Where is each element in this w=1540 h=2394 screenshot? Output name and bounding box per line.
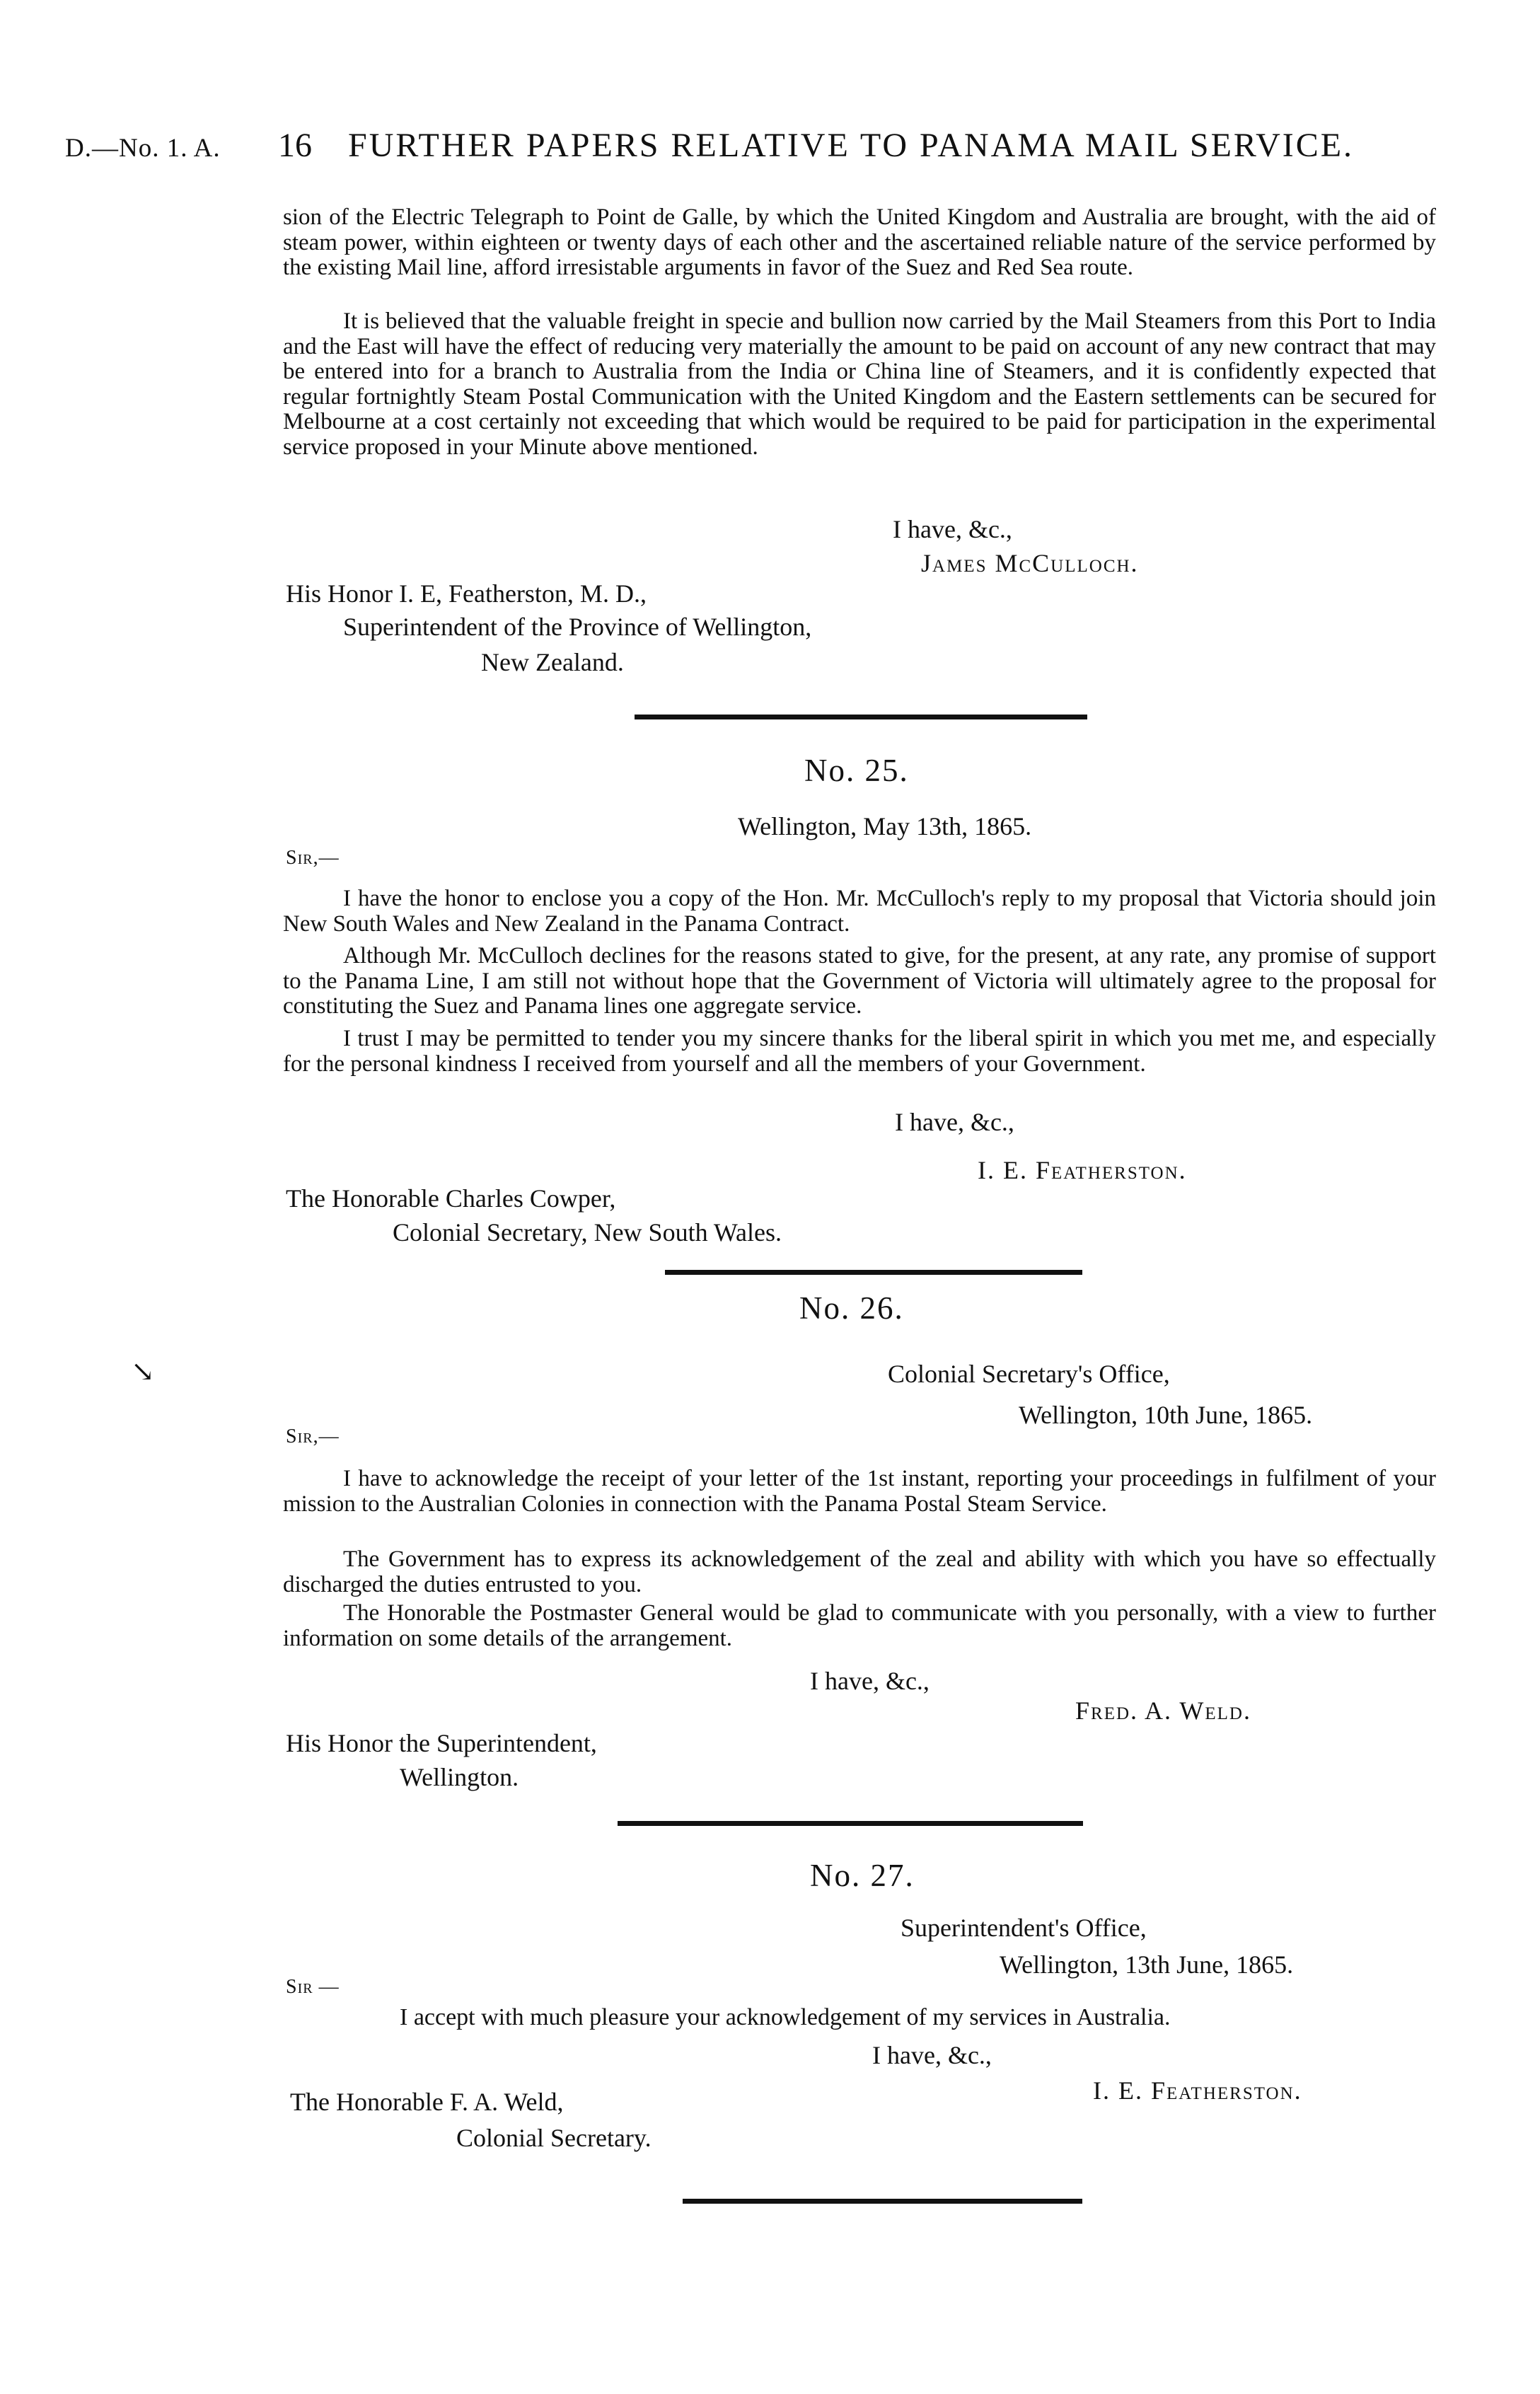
letter25-signature: I. E. Featherston. bbox=[978, 1156, 1187, 1184]
section-divider bbox=[618, 1821, 1083, 1826]
letter27-salutation: Sir — bbox=[286, 1976, 340, 1998]
letter25-addressee-line-2: Colonial Secretary, New South Wales. bbox=[393, 1218, 782, 1247]
letter27-office: Superintendent's Office, bbox=[901, 1914, 1147, 1942]
letter25-addressee-line-1: The Honorable Charles Cowper, bbox=[286, 1184, 616, 1213]
letter25-dateline: Wellington, May 13th, 1865. bbox=[738, 812, 1032, 840]
letter26-dateline: Wellington, 10th June, 1865. bbox=[1019, 1401, 1313, 1429]
letter24-addressee-line-3: New Zealand. bbox=[481, 648, 624, 676]
document-reference: D.—No. 1. A. bbox=[65, 134, 221, 163]
section-divider bbox=[665, 1270, 1082, 1275]
page-title: FURTHER PAPERS RELATIVE TO PANAMA MAIL SERVICE. bbox=[348, 127, 1355, 164]
letter26-paragraph-3: The Honorable the Postmaster General would be glad to communicate with you personally, with a view to further information on some details of the arrangement. bbox=[283, 1600, 1436, 1651]
letter27-dateline: Wellington, 13th June, 1865. bbox=[1000, 1950, 1294, 1979]
letter27-closing: I have, &c., bbox=[872, 2041, 992, 2069]
letter27-heading: No. 27. bbox=[810, 1858, 915, 1893]
letter26-signature: Fred. A. Weld. bbox=[1075, 1696, 1251, 1725]
letter26-paragraph-1: I have to acknowledge the receipt of your letter of the 1st instant, reporting your proceedings in fulfilment of your mission to the Australian Colonies in connection with the Panama Postal Steam Service. bbox=[283, 1466, 1436, 1517]
letter24-paragraph-1: sion of the Electric Telegraph to Point de Galle, by which the United Kingdom and Australia are brought, with the aid of steam power, within eighteen or twenty days of each other and the ascertained reliable nature of the service performed by the existing Mail line, afford irresistable arguments in favor of the Suez and Red Sea route. bbox=[283, 204, 1436, 280]
letter26-addressee-line-2: Wellington. bbox=[400, 1763, 519, 1791]
letter25-paragraph-3: I trust I may be permitted to tender you my sincere thanks for the liberal spirit in which you met me, and especially for the personal kindness I received from yourself and all the members of your Government. bbox=[283, 1026, 1436, 1077]
letter26-office: Colonial Secretary's Office, bbox=[888, 1360, 1170, 1388]
margin-mark: ↘ bbox=[131, 1355, 155, 1387]
letter25-heading: No. 25. bbox=[804, 753, 909, 788]
letter27-paragraph-1: I accept with much pleasure your acknowledgement of my services in Australia. bbox=[400, 2004, 1171, 2030]
letter25-paragraph-2: Although Mr. McCulloch declines for the reasons stated to give, for the present, at any rate, any promise of support to the Panama Line, I am still not without hope that the Government of Victoria will ultimately agree to the proposal for constituting the Suez and Panama lines one aggregate service. bbox=[283, 943, 1436, 1019]
letter24-addressee-line-1: His Honor I. E, Featherston, M. D., bbox=[286, 579, 647, 608]
letter25-closing: I have, &c., bbox=[895, 1108, 1014, 1136]
page-number: 16 bbox=[278, 127, 312, 164]
letter25-paragraph-1: I have the honor to enclose you a copy of the Hon. Mr. McCulloch's reply to my proposal that Victoria should join New South Wales and New Zealand in the Panama Contract. bbox=[283, 886, 1436, 937]
letter26-heading: No. 26. bbox=[799, 1290, 904, 1326]
letter24-addressee-line-2: Superintendent of the Province of Wellington, bbox=[343, 613, 812, 641]
letter26-paragraph-2: The Government has to express its acknowledgement of the zeal and ability with which you have so effectually discharged the duties entrusted to you. bbox=[283, 1546, 1436, 1597]
letter27-addressee-line-2: Colonial Secretary. bbox=[456, 2124, 652, 2152]
section-divider bbox=[683, 2199, 1082, 2204]
letter27-signature: I. E. Featherston. bbox=[1093, 2076, 1302, 2105]
letter26-salutation: Sir,— bbox=[286, 1426, 340, 1447]
section-divider bbox=[635, 715, 1087, 719]
letter25-salutation: Sir,— bbox=[286, 847, 340, 869]
letter24-signature: James McCulloch. bbox=[921, 549, 1139, 577]
letter26-closing: I have, &c., bbox=[810, 1667, 930, 1695]
letter27-addressee-line-1: The Honorable F. A. Weld, bbox=[290, 2088, 564, 2116]
letter24-paragraph-2: It is believed that the valuable freight in specie and bullion now carried by the Mail Steamers from this Port to India and the East will have the effect of reducing very materially the amount to be paid on account of any new contract that may be entered into for a branch to Australia from the India or China line of Steamers, and it is confidently expected that regular fortnightly Steam Postal Communication with the United Kingdom and the Eastern settlements can be secured for Melbourne at a cost certainly not exceeding that which would be required to be paid for participation in the experimental service proposed in your Minute above mentioned. bbox=[283, 308, 1436, 460]
letter26-addressee-line-1: His Honor the Superintendent, bbox=[286, 1729, 597, 1757]
letter24-closing: I have, &c., bbox=[893, 515, 1012, 543]
